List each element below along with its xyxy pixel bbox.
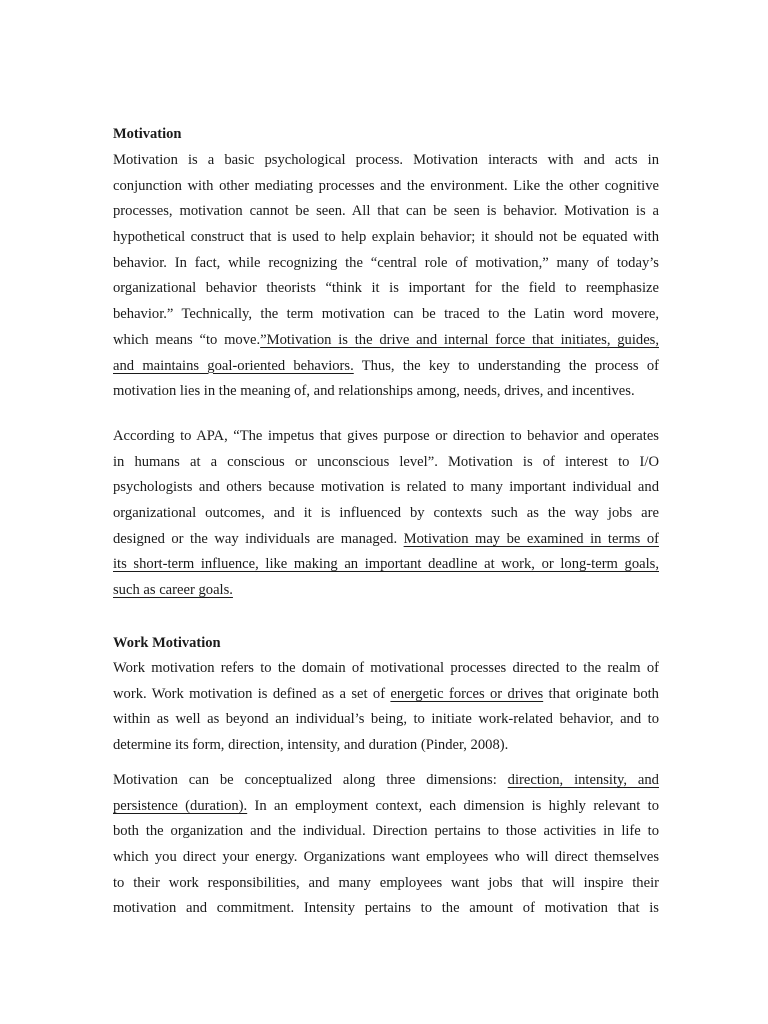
text-segment: motivation and commitment. Intensity pertains to the amount of motivation that is	[113, 900, 659, 917]
underlined-text: such as career goals.	[113, 582, 233, 599]
text-line	[113, 656, 659, 682]
text-line	[113, 871, 659, 897]
underlined-text: ”Motivation is the drive and internal force that initiates, guides,	[260, 331, 659, 348]
section-heading-work-motivation: Work Motivation	[113, 635, 221, 651]
text-segment: motivation lies in the meaning of, and relationships among, needs, drives, and incentives.	[113, 383, 635, 400]
text-line	[113, 768, 659, 794]
text-segment: behavior.” Technically, the term motivation can be traced to the Latin word movere,	[113, 306, 659, 323]
text-segment: which you direct your energy. Organizations want employees who will direct themselves	[113, 849, 659, 866]
underlined-text: energetic forces or drives	[390, 685, 544, 702]
text-segment: conjunction with other mediating processes and the environment. Like the other cognitive	[113, 177, 659, 194]
text-segment: hypothetical construct that is used to help explain behavior; it should not be equated with	[113, 229, 659, 246]
text-line	[113, 733, 659, 759]
text-segment: Work motivation refers to the domain of motivational processes directed to the realm of	[113, 660, 659, 676]
text-line	[113, 475, 659, 501]
text-segment: According to APA, “The impetus that gives purpose or direction to behavior and operates	[113, 428, 659, 444]
text-segment: Motivation is a basic psychological process. Motivation interacts with and acts in	[113, 152, 659, 168]
text-line	[113, 251, 659, 277]
text-line	[113, 896, 659, 922]
text-line	[113, 794, 659, 820]
text-line	[113, 199, 659, 225]
text-line	[113, 148, 659, 174]
text-segment: behavior. In fact, while recognizing the “central role of motivation,” many of today’s	[113, 254, 659, 271]
underlined-text: and maintains goal-oriented behaviors.	[113, 357, 354, 374]
text-segment: In an employment context, each dimension is highly relevant to	[247, 797, 660, 814]
text-line	[113, 845, 659, 871]
text-line	[113, 578, 659, 604]
text-segment: Motivation can be conceptualized along three dimensions:	[113, 772, 508, 788]
text-line	[113, 328, 659, 354]
paragraph	[113, 148, 659, 405]
text-segment: to their work responsibilities, and many employees want jobs that will inspire their	[113, 874, 659, 891]
text-line	[113, 379, 659, 405]
paragraph	[113, 656, 659, 759]
paragraph	[113, 424, 659, 604]
text-line	[113, 819, 659, 845]
text-line	[113, 302, 659, 328]
text-segment: in humans at a conscious or unconscious level”. Motivation is of interest to I/O	[113, 453, 659, 470]
text-segment: organizational behavior theorists “think it is important for the field to reemphasize	[113, 280, 659, 297]
text-segment: Thus, the key to understanding the process of	[353, 357, 659, 374]
text-segment: which means “to move.	[113, 331, 261, 348]
text-segment: that originate both	[543, 685, 659, 702]
text-line	[113, 552, 659, 578]
text-segment: processes, motivation cannot be seen. All that can be seen is behavior. Motivation is a	[113, 203, 659, 220]
text-line	[113, 424, 659, 450]
section-heading-motivation: Motivation	[113, 126, 182, 142]
text-line	[113, 450, 659, 476]
text-segment: work. Work motivation is defined as a set of	[113, 685, 391, 702]
text-segment: determine its form, direction, intensity, and duration (Pinder, 2008).	[113, 737, 509, 754]
underlined-text: Motivation may be examined in terms of	[403, 530, 659, 547]
text-segment: organizational outcomes, and it is influenced by contexts such as the way jobs are	[113, 505, 659, 522]
text-segment: within as well as beyond an individual’s being, to initiate work-related behavior, and to	[113, 711, 659, 728]
text-line	[113, 174, 659, 200]
text-segment: designed or the way individuals are managed.	[113, 530, 404, 547]
text-line	[113, 682, 659, 708]
underlined-text: persistence (duration).	[113, 797, 248, 814]
text-line	[113, 225, 659, 251]
text-line	[113, 354, 659, 380]
text-segment: both the organization and the individual. Direction pertains to those activities in life to	[113, 823, 659, 840]
underlined-text: direction, intensity, and	[507, 772, 659, 788]
text-line	[113, 527, 659, 553]
text-line	[113, 501, 659, 527]
paragraph	[113, 768, 659, 922]
text-line	[113, 276, 659, 302]
text-segment: psychologists and others because motivation is related to many important individual and	[113, 479, 659, 496]
text-line	[113, 707, 659, 733]
underlined-text: its short-term influence, like making an important deadline at work, or long-term goals,	[113, 556, 659, 573]
